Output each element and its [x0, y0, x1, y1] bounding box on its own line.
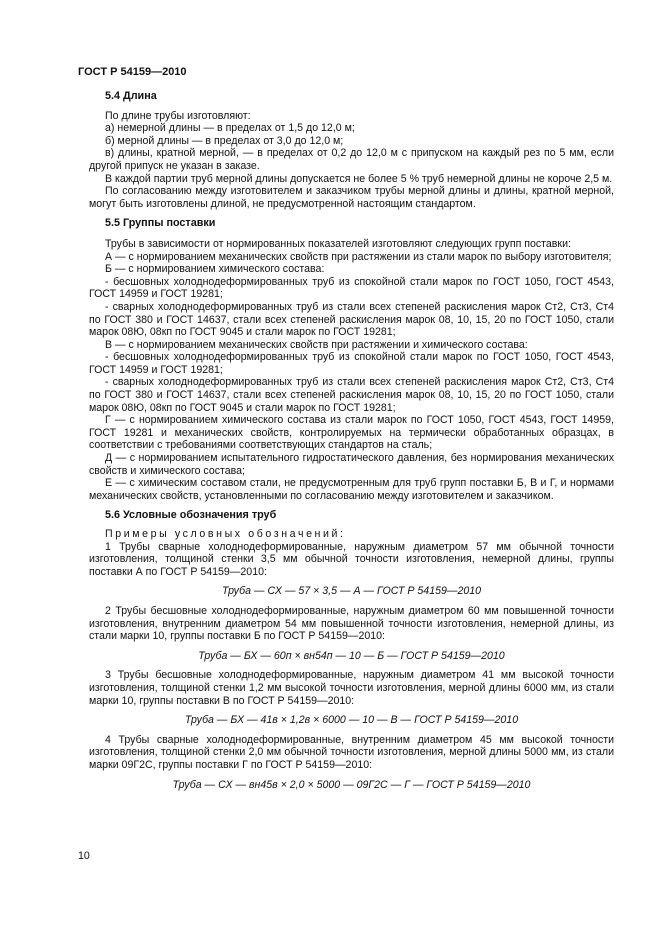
section-5-4-title: 5.4 Длина: [105, 90, 157, 102]
example-1: [89, 541, 614, 598]
example-3: [89, 669, 614, 726]
section-5-4-item-v: в) длины, кратной мерной, — в пределах от 0,2 до 12,0 м с припуском на каждый рез по 5 мм, если другой припуск не указан в заказе.: [89, 147, 614, 172]
section-5-5-title: 5.5 Группы поставки: [105, 217, 216, 230]
section-5-5-p1: Трубы в зависимости от нормированных показателей изготовляют следующих групп поставки:: [105, 237, 571, 250]
section-5-4-p3: По согласованию между изготовителем и заказчиком трубы мерной длины и длины, кратной мерной, могут быть изготовлены длиной, не предусмотренной настоящим стандартом.: [89, 185, 614, 210]
example-text: 4 Трубы сварные холоднодеформированные, внутренним диаметром 45 мм высокой точности изготовления, толщиной стенки 2,0 мм обычной точности изготовления, мерной длины 5000 мм, из стали марки 09Г2С, группы поставки Г по ГОСТ Р 54159—2010:: [89, 733, 614, 771]
group-a: А — с нормированием механических свойств при растяжении из стали марок по выбору изготовителя;: [105, 250, 612, 263]
example-formula: Труба — БХ — 60п × вн54п — 10 — Б — ГОСТ Р 54159—2010: [198, 649, 505, 662]
section-5-4-item-a: а) немерной длины — в пределах от 1,5 до 12,0 м;: [105, 122, 355, 135]
group-g: Г — с нормированием химического состава из стали марок по ГОСТ 1050, ГОСТ 4543, ГОСТ 14959, ГОСТ 19281 и механических свойств, контролируемых на термически обработанных образцах, в соответствии с требованиями соответствующих стандартов на сталь;: [89, 414, 614, 452]
examples-heading: Примеры условных обозначений:: [105, 528, 346, 540]
section-5-6-title: 5.6 Условные обозначения труб: [105, 509, 277, 522]
group-v: В — с нормированием механических свойств при растяжении и химического состава:: [105, 338, 528, 351]
group-v-seamless: - бесшовных холоднодеформированных труб из спокойной стали марок по ГОСТ 1050, ГОСТ 4543, ГОСТ 14959 и ГОСТ 19281;: [89, 351, 614, 376]
example-text: 2 Трубы бесшовные холоднодеформированные, наружным диаметром 60 мм повышенной точности изготовления, внутренним диаметром 54 мм повышенной точности изготовления, немерной длины, из стали марки 10, группы поставки Б по ГОСТ Р 54159—2010:: [89, 604, 614, 643]
group-e: Е — с химическим составом стали, не предусмотренным для труб групп поставки Б, В и Г, и нормами механических свойств, установленными по согласованию между изготовителем и заказчиком.: [89, 477, 614, 502]
section-5-4-p1: По длине трубы изготовляют:: [105, 109, 251, 122]
page-number: 10: [78, 850, 90, 862]
group-b-seamless: - бесшовных холоднодеформированных труб из спокойной стали марок по ГОСТ 1050, ГОСТ 4543, ГОСТ 14959 и ГОСТ 19281;: [89, 275, 614, 301]
example-4: [89, 734, 614, 791]
example-formula: Труба — БХ — 41в × 1,2в × 6000 — 10 — В — ГОСТ Р 54159—2010: [184, 714, 519, 727]
group-b: Б — с нормированием химического состава:: [105, 263, 325, 276]
example-text: 1 Трубы сварные холоднодеформированные, наружным диаметром 57 мм обычной точности изготовления, толщиной стенки 3,5 мм обычной точности изготовления, немерной длины, группы поставки А по ГОСТ Р 54159—2010:: [89, 540, 614, 578]
group-b-welded: - сварных холоднодеформированных труб из стали всех степеней раскисления марок Ст2, Ст3, Ст4 по ГОСТ 380 и ГОСТ 14637, стали всех степеней раскисления марок 08, 10, 15, 20 по ГОСТ 1050, стали марок 08Ю, 08кп по ГОСТ 9045 и стали марок по ГОСТ 19281;: [89, 300, 614, 339]
section-5-4-p2: В каждой партии труб мерной длины допускается не более 5 % труб немерной длины не короче 2,5 м.: [105, 172, 613, 185]
example-formula: Труба — СХ — вн45в × 2,0 × 5000 — 09Г2С — Г — ГОСТ Р 54159—2010: [172, 778, 531, 791]
example-text: 3 Трубы бесшовные холоднодеформированные, наружным диаметром 41 мм высокой точности изготовления, толщиной стенки 1,2 мм высокой точности изготовления, мерной длины 6000 мм, из стали марки 10, группы поставки В по ГОСТ Р 54159—2010:: [89, 669, 614, 707]
section-5-4-item-b: б) мерной длины — в пределах от 3,0 до 12,0 м;: [105, 134, 344, 147]
document-header: ГОСТ Р 54159—2010: [78, 66, 187, 78]
example-2: [89, 605, 614, 662]
page-content: [89, 90, 614, 791]
example-formula: Труба — СХ — 57 × 3,5 — А — ГОСТ Р 54159—2010: [221, 585, 482, 598]
group-d: Д — с нормированием испытательного гидростатического давления, без нормирования механических свойств и химического состава;: [89, 452, 614, 477]
group-v-welded: - сварных холоднодеформированных труб из стали всех степеней раскисления марок Ст2, Ст3, Ст4 по ГОСТ 380 и ГОСТ 14637, стали всех степеней раскисления марок 08, 10, 15, 20 по ГОСТ 1050, стали марок 08Ю, 08кп по ГОСТ 9045 и стали марок по ГОСТ 19281;: [89, 376, 614, 414]
